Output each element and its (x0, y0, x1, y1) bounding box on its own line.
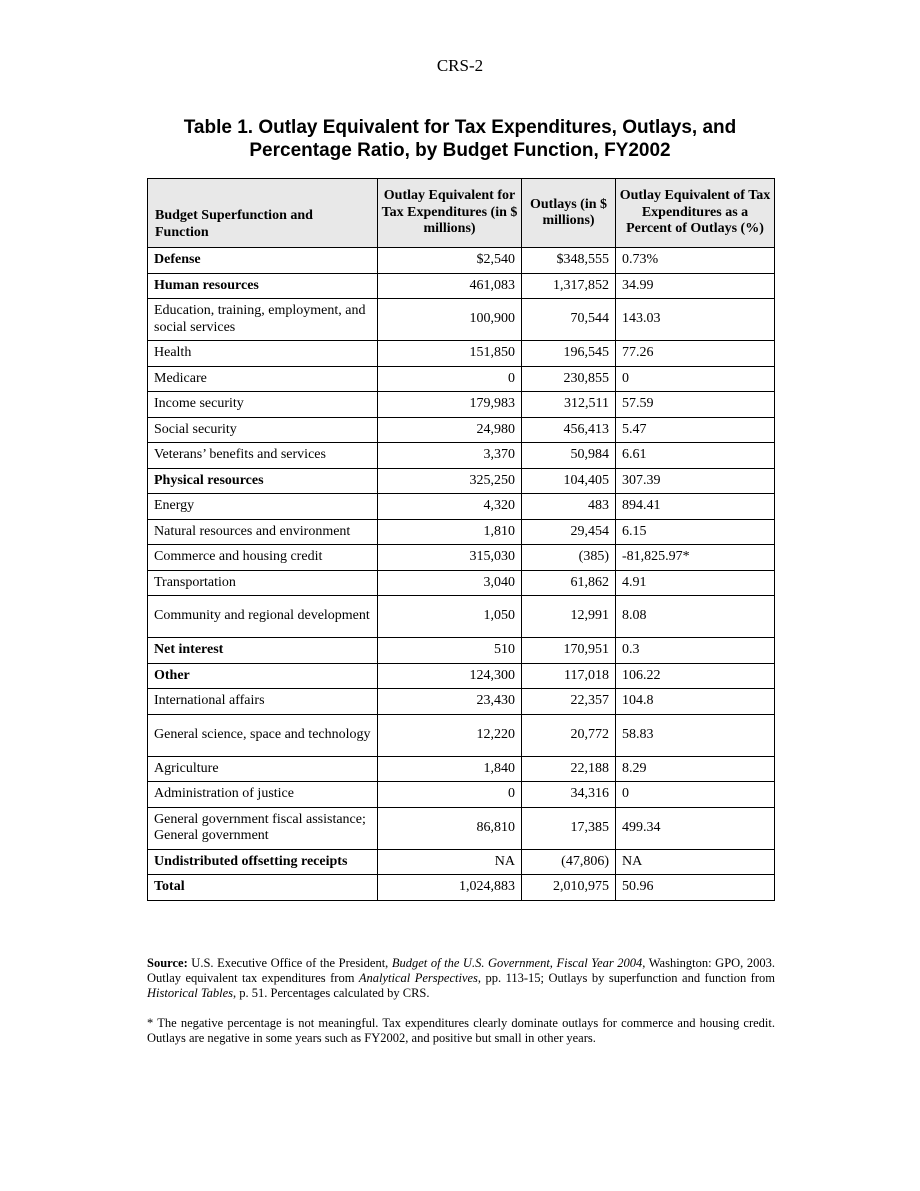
outlay-equivalent-cell: 100,900 (378, 299, 522, 341)
function-label-cell: Other (148, 663, 378, 689)
table-row (148, 714, 775, 756)
percent-cell: 50.96 (616, 875, 775, 901)
column-header-function: Budget Superfunction and Function (148, 179, 378, 248)
outlays-cell: 50,984 (522, 443, 616, 469)
function-label-cell: Social security (148, 417, 378, 443)
outlay-equivalent-cell: 179,983 (378, 392, 522, 418)
source-title-historical: Historical Tables (147, 986, 234, 1000)
table-row (148, 468, 775, 494)
source-text: U.S. Executive Office of the President, (187, 956, 392, 970)
table-title (120, 116, 800, 162)
table-row (148, 392, 775, 418)
outlay-equivalent-cell: 0 (378, 782, 522, 808)
function-label-cell: International affairs (148, 689, 378, 715)
percent-cell: 58.83 (616, 714, 775, 756)
outlays-cell: 104,405 (522, 468, 616, 494)
table-row (148, 638, 775, 664)
outlays-cell: 29,454 (522, 519, 616, 545)
outlay-equivalent-cell: 3,040 (378, 570, 522, 596)
percent-cell: 57.59 (616, 392, 775, 418)
function-label-cell: Education, training, employment, and social services (148, 299, 378, 341)
outlays-cell: 483 (522, 494, 616, 520)
function-label-cell: Defense (148, 248, 378, 274)
source-title-budget: Budget of the U.S. Government, Fiscal Year 2004 (391, 956, 643, 970)
outlays-cell: 22,188 (522, 756, 616, 782)
function-label-cell: General government fiscal assistance; General government (148, 807, 378, 849)
outlays-cell: 230,855 (522, 366, 616, 392)
table-row (148, 570, 775, 596)
table-row (148, 494, 775, 520)
outlay-equivalent-cell: 24,980 (378, 417, 522, 443)
table-row (148, 689, 775, 715)
table-row (148, 443, 775, 469)
table-row (148, 807, 775, 849)
outlay-equivalent-cell: 4,320 (378, 494, 522, 520)
column-header-outlays: Outlays (in $ millions) (522, 179, 616, 248)
function-label-cell: Commerce and housing credit (148, 545, 378, 571)
outlay-equivalent-cell: 315,030 (378, 545, 522, 571)
outlays-cell: 1,317,852 (522, 273, 616, 299)
function-label-cell: Medicare (148, 366, 378, 392)
table-row (148, 782, 775, 808)
outlay-equivalent-cell: NA (378, 849, 522, 875)
percent-cell: 8.08 (616, 596, 775, 638)
table-row (148, 545, 775, 571)
outlay-equivalent-cell: 3,370 (378, 443, 522, 469)
outlay-equivalent-cell: 124,300 (378, 663, 522, 689)
table-row (148, 341, 775, 367)
percent-cell: 34.99 (616, 273, 775, 299)
source-note (147, 956, 775, 1001)
outlays-cell: 70,544 (522, 299, 616, 341)
function-label-cell: Health (148, 341, 378, 367)
function-label-cell: Human resources (148, 273, 378, 299)
outlay-equivalent-cell: 1,024,883 (378, 875, 522, 901)
function-label-cell: Community and regional development (148, 596, 378, 638)
percent-cell: 307.39 (616, 468, 775, 494)
function-label-cell: Physical resources (148, 468, 378, 494)
percent-cell: 4.91 (616, 570, 775, 596)
outlays-cell: 312,511 (522, 392, 616, 418)
function-label-cell: Undistributed offsetting receipts (148, 849, 378, 875)
outlay-equivalent-cell: 1,810 (378, 519, 522, 545)
column-header-percent: Outlay Equivalent of Tax Expenditures as a Percent of Outlays (%) (616, 179, 775, 248)
percent-cell: 0.3 (616, 638, 775, 664)
outlays-cell: 20,772 (522, 714, 616, 756)
percent-cell: 143.03 (616, 299, 775, 341)
outlay-equivalent-cell: 23,430 (378, 689, 522, 715)
footnote: * The negative percentage is not meaningful. Tax expenditures clearly dominate outlays for commerce and housing credit. Outlays are negative in some years such as FY2002, and positive but small in other years. (147, 1016, 775, 1045)
table-title-line-1: Table 1. Outlay Equivalent for Tax Expenditures, Outlays, and (183, 117, 737, 138)
percent-cell: 104.8 (616, 689, 775, 715)
outlays-cell: 34,316 (522, 782, 616, 808)
page-header: CRS-2 (436, 56, 484, 75)
percent-cell: 106.22 (616, 663, 775, 689)
percent-cell: 6.61 (616, 443, 775, 469)
source-title-analytical: Analytical Perspectives (358, 971, 478, 985)
outlay-equivalent-cell: 151,850 (378, 341, 522, 367)
table-title-line-2: Percentage Ratio, by Budget Function, FY2002 (249, 140, 671, 161)
outlays-cell: 12,991 (522, 596, 616, 638)
outlays-cell: $348,555 (522, 248, 616, 274)
outlay-equivalent-cell: 510 (378, 638, 522, 664)
source-text: , p. 51. Percentages calculated by CRS. (233, 986, 430, 1000)
percent-cell: 0.73% (616, 248, 775, 274)
outlays-cell: 2,010,975 (522, 875, 616, 901)
percent-cell: 6.15 (616, 519, 775, 545)
function-label-cell: Natural resources and environment (148, 519, 378, 545)
function-label-cell: Agriculture (148, 756, 378, 782)
data-table (147, 178, 775, 901)
outlays-cell: 17,385 (522, 807, 616, 849)
percent-cell: 894.41 (616, 494, 775, 520)
table-row (148, 756, 775, 782)
table-row (148, 417, 775, 443)
function-label-cell: Transportation (148, 570, 378, 596)
table-row (148, 299, 775, 341)
function-label-cell: Total (148, 875, 378, 901)
function-label-cell: Income security (148, 392, 378, 418)
source-label: Source: (147, 956, 188, 970)
outlays-cell: (385) (522, 545, 616, 571)
outlays-cell: 456,413 (522, 417, 616, 443)
outlays-cell: 117,018 (522, 663, 616, 689)
source-text: , Washington: GPO, 2003. Outlay equivalent tax expenditures from (147, 956, 775, 985)
function-label-cell: Energy (148, 494, 378, 520)
table-header-row (148, 179, 775, 248)
outlays-cell: 170,951 (522, 638, 616, 664)
outlay-equivalent-cell: 0 (378, 366, 522, 392)
outlay-equivalent-cell: 1,050 (378, 596, 522, 638)
percent-cell: -81,825.97* (616, 545, 775, 571)
table-row (148, 519, 775, 545)
outlay-equivalent-cell: 325,250 (378, 468, 522, 494)
percent-cell: 0 (616, 366, 775, 392)
table-row (148, 663, 775, 689)
function-label-cell: Veterans’ benefits and services (148, 443, 378, 469)
percent-cell: 499.34 (616, 807, 775, 849)
table-body (148, 248, 775, 901)
outlay-equivalent-cell: 12,220 (378, 714, 522, 756)
percent-cell: 0 (616, 782, 775, 808)
function-label-cell: General science, space and technology (148, 714, 378, 756)
outlays-cell: 61,862 (522, 570, 616, 596)
percent-cell: 77.26 (616, 341, 775, 367)
table-row (148, 273, 775, 299)
table-row (148, 875, 775, 901)
table-row (148, 248, 775, 274)
outlay-equivalent-cell: 1,840 (378, 756, 522, 782)
column-header-outlay-equivalent: Outlay Equivalent for Tax Expenditures (in $ millions) (378, 179, 522, 248)
percent-cell: NA (616, 849, 775, 875)
percent-cell: 5.47 (616, 417, 775, 443)
outlays-cell: 22,357 (522, 689, 616, 715)
outlay-equivalent-cell: 86,810 (378, 807, 522, 849)
table-row (148, 849, 775, 875)
source-text: , pp. 113-15; Outlays by superfunction and function from (477, 971, 775, 985)
table-row (148, 366, 775, 392)
percent-cell: 8.29 (616, 756, 775, 782)
outlays-cell: 196,545 (522, 341, 616, 367)
outlay-equivalent-cell: 461,083 (378, 273, 522, 299)
outlays-cell: (47,806) (522, 849, 616, 875)
table-row (148, 596, 775, 638)
function-label-cell: Net interest (148, 638, 378, 664)
outlay-equivalent-cell: $2,540 (378, 248, 522, 274)
function-label-cell: Administration of justice (148, 782, 378, 808)
